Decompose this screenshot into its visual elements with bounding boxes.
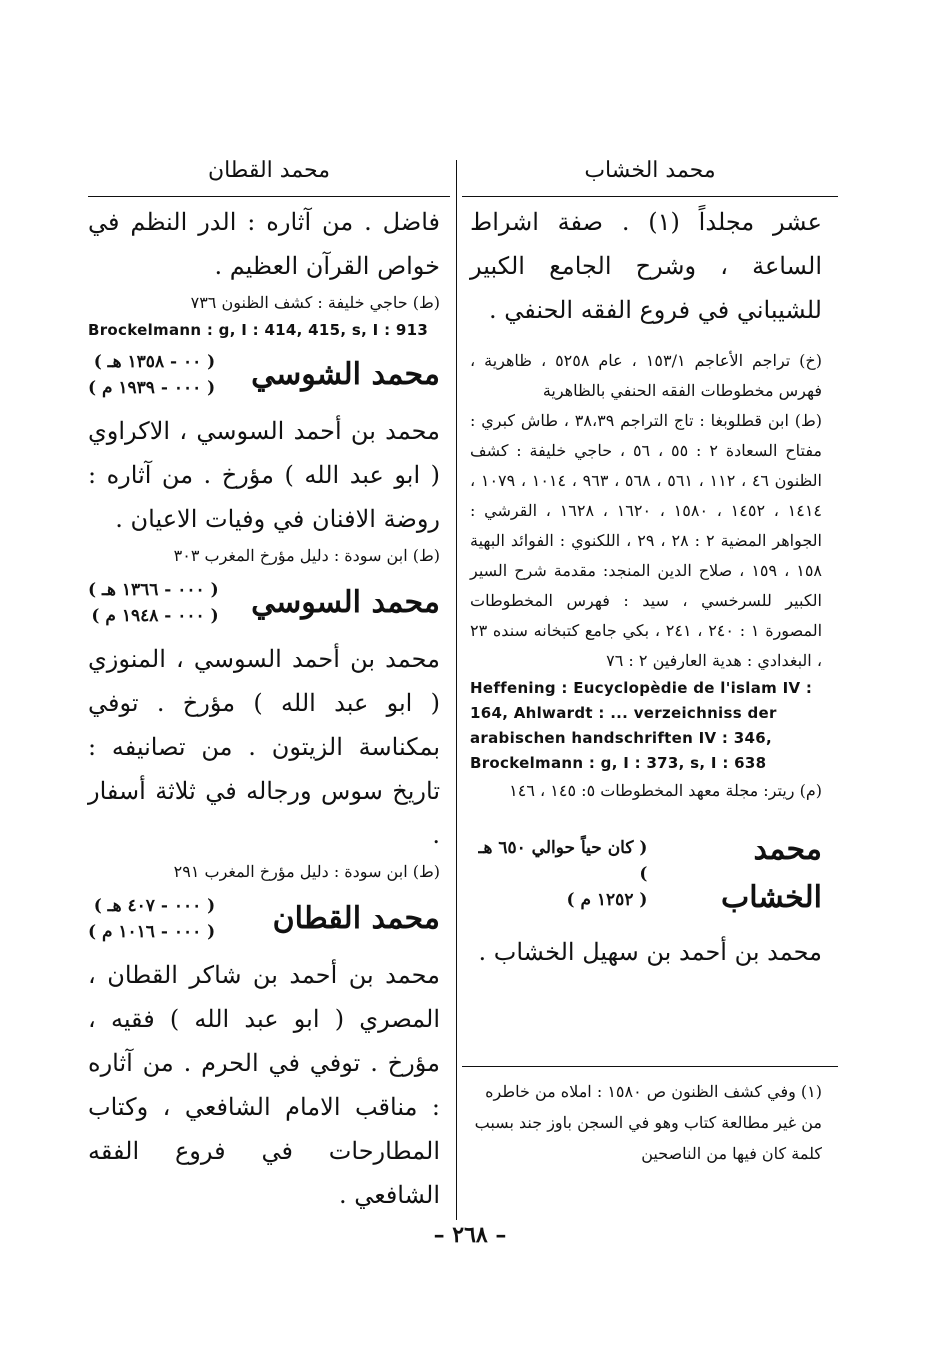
- left-ref-1: (ط) حاجي خليفة : كشف الظنون ٧٣٦: [190, 293, 440, 312]
- entry-heading-susi-1: [88, 349, 440, 401]
- entry-date-gregorian: ( ٠٠٠ - ١٩٣٩ م ): [88, 378, 216, 398]
- left-column: [88, 200, 440, 1217]
- right-ref-modern: (م) ريتر: مجلة معهد المخطوطات ٥: ١٤٥ ، ١٤٦: [509, 781, 822, 800]
- entry-text-khashshab: محمد بن أحمد بن سهيل الخشاب .: [478, 938, 822, 966]
- footnote-rule: [462, 1066, 838, 1067]
- entry-date-hijri: ( كان حياً حوالي ٦٥٠ هـ ): [478, 838, 648, 884]
- entry-ref-susi-2: (ط) ابن سودة : دليل مؤرخ المغرب ٢٩١: [173, 862, 440, 881]
- entry-heading-susi-2: [88, 577, 440, 629]
- entry-dates: [88, 577, 219, 629]
- entry-text-susi-2: محمد بن أحمد السوسي ، المنوزي ( ابو عبد الله ) مؤرخ . توفي بمكناسة الزيتون . من تصانيفه : تاريخ سوس ورجاله في ثلاثة أسفار .: [88, 645, 440, 849]
- header-left: محمد القطان: [207, 158, 331, 183]
- header-right: محمد الخشاب: [584, 158, 716, 183]
- entry-name: محمد القطان: [272, 901, 440, 936]
- entry-dates: [88, 349, 215, 401]
- entry-dates: [88, 893, 215, 945]
- entry-date-hijri: ( ٠٠ - ١٣٥٨ هـ ): [93, 352, 216, 372]
- left-latin-ref: Brockelmann : g, I : 414, 415, s, I : 913: [88, 321, 429, 339]
- right-paragraph-1: عشر مجلداً (١) . صفة اشراط الساعة ، وشرح الجامع الكبير للشيباني في فروع الفقه الحنفي .: [470, 208, 823, 324]
- entry-name: محمد الخشاب: [721, 832, 822, 915]
- right-column: [470, 200, 822, 974]
- entry-date-gregorian: ( ٠٠٠ - ١٩٤٨ م ): [91, 606, 219, 626]
- left-paragraph-1: فاضل . من آثاره : الدر النظم في خواص القرآن العظيم .: [88, 208, 440, 280]
- entry-text-qattan: محمد بن أحمد بن شاكر القطان ، المصري ( ابو عبد الله ) فقيه ، مؤرخ . توفي في الحرم . من آثاره : مناقب الامام الشافعي ، وكتاب المطارحات في فروع الفقه الشافعي .: [88, 961, 440, 1209]
- header-rule-left: [88, 196, 450, 197]
- right-ref-manuscripts: (خ) تراجم الأعاجم ١٥٣/١ ، عام ٥٢٥٨ ، ظاهرية ، فهرس مخطوطات الفقه الحنفي بالظاهرية: [470, 351, 822, 400]
- entry-name: محمد السوسي: [251, 585, 440, 620]
- entry-date-gregorian: ( ١٢٥٢ م ): [566, 890, 648, 910]
- header-rule-right: [462, 196, 838, 197]
- entry-date-hijri: ( ٠٠٠ - ٤٠٧ هـ ): [93, 896, 216, 916]
- entry-date-gregorian: ( ٠٠٠ - ١٠١٦ م ): [88, 922, 216, 942]
- right-latin-ref: Heffening : Eucyclopèdie de l'islam IV : 164, Ahlwardt : ... verzeichniss der arabischen handschriften IV : 346, Brockelmann : g, I : 373, s, I : 638: [470, 679, 813, 772]
- entry-ref-susi-1: (ط) ابن سودة : دليل مؤرخ المغرب ٣٠٣: [173, 546, 440, 565]
- entry-text-susi-1: محمد بن أحمد السوسي ، الاكراوي ( ابو عبد الله ) مؤرخ . من آثاره : روضة الافنان في وفيات الاعيان .: [88, 417, 440, 533]
- footnote: (١) وفي كشف الظنون ص ١٥٨٠ : املاه من خاطره من غير مطالعة كتاب وهو في السجن باوز جند بسبب كلمة كان فيها من الناصحين: [474, 1082, 822, 1163]
- entry-heading-khashshab: [470, 826, 822, 922]
- page-number: – ٢٦٨ –: [433, 1222, 507, 1248]
- entry-heading-qattan: [88, 893, 440, 945]
- entry-name: محمد الشوسي: [251, 357, 440, 392]
- entry-date-hijri: ( ٠٠٠ - ١٣٦٦ هـ ): [88, 580, 219, 600]
- column-divider: [456, 160, 457, 1220]
- right-ref-printed: (ط) ابن قطلوبغا : تاج التراجم ٣٨،٣٩ ، طاش كبري : مفتاح السعادة ٢ : ٥٥ ، ٥٦ ، حاجي خليفة : كشف الظنون ٤٦ ، ١١٢ ، ٥٦١ ، ٥٦٨ ، ٩٦٣ ، ١٠١٤ ، ١٠٧٩ ، ١٤١٤ ، ١٤٥٢ ، ١٥٨٠ ، ١٦٢٠ ، ١٦٢٨ ، القرشي : الجواهر المضية ٢ : ٢٨ ، ٢٩ ، اللكنوي : الفوائد البهية ١٥٨ ، ١٥٩ ، صلاح الدين المنجد: مقدمة شرح السير الكبير للسرخسي ، سيد : فهرس المخطوطات المصورة ١ : ٢٤٠ ، ٢٤١ ، بكي جامع كتبخانه سنده ٢٣ ، البغدادي : هدية العارفين ٢ : ٧٦: [470, 411, 823, 670]
- entry-dates: [470, 835, 647, 913]
